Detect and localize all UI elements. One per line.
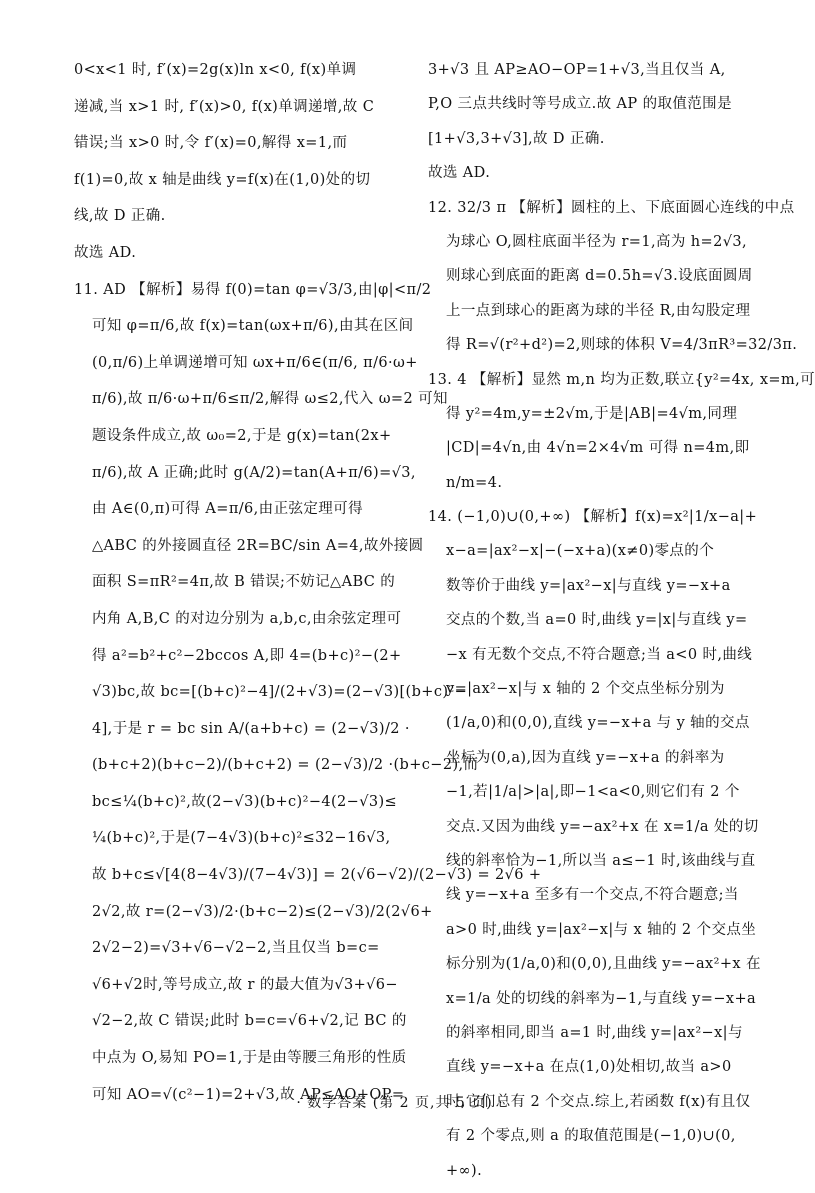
text-line: (b+c+2)(b+c−2)/(b+c+2) = (2−√3)/2 ·(b+c−2),而 (92, 757, 479, 774)
text-line: 11. AD 【解析】易得 f(0)=tan φ=√3/3,由|φ|<π/2 (74, 281, 432, 298)
text-line: 题设条件成立,故 ω₀=2,于是 g(x)=tan(2x+ (92, 427, 392, 444)
text-line: √2−2,故 C 错误;此时 b=c=√6+√2,记 BC 的 (92, 1013, 407, 1030)
text-line: 2√2−2)=√3+√6−√2−2,当且仅当 b=c= (92, 940, 380, 957)
text-line: −1,若|1/a|>|a|,即−1<a<0,则它们有 2 个 (446, 784, 740, 801)
text-line: △ABC 的外接圆直径 2R=BC/sin A=4,故外接圆 (92, 537, 424, 554)
text-line: 中点为 O,易知 PO=1,于是由等腰三角形的性质 (92, 1050, 407, 1067)
text-line: 得 a²=b²+c²−2bccos A,即 4=(b+c)²−(2+ (92, 647, 402, 664)
text-line: π/6),故 A 正确;此时 g(A/2)=tan(A+π/6)=√3, (92, 464, 416, 481)
text-line: y=|ax²−x|与 x 轴的 2 个交点坐标分别为 (446, 681, 725, 698)
text-line: 面积 S=πR²=4π,故 B 错误;不妨记△ABC 的 (92, 574, 396, 591)
text-line: 坐标为(0,a),因为直线 y=−x+a 的斜率为 (446, 749, 725, 766)
text-line: 时,它们总有 2 个交点.综上,若函数 f(x)有且仅 (446, 1093, 751, 1110)
text-line: 可知 φ=π/6,故 f(x)=tan(ωx+π/6),由其在区间 (92, 318, 414, 335)
text-line: x=1/a 处的切线的斜率为−1,与直线 y=−x+a (446, 990, 757, 1007)
text-line: 内角 A,B,C 的对边分别为 a,b,c,由余弦定理可 (92, 610, 402, 627)
right-column (428, 58, 815, 1193)
text-line: 则球心到底面的距离 d=0.5h=√3.设底面圆周 (446, 268, 753, 285)
text-line: 线的斜率恰为−1,所以当 a≤−1 时,该曲线与直 (446, 852, 756, 869)
text-line: 交点的个数,当 a=0 时,曲线 y=|x|与直线 y= (446, 612, 748, 629)
text-line: 14. (−1,0)∪(0,+∞) 【解析】f(x)=x²|1/x−a|+ (428, 509, 758, 526)
text-line: 3+√3 且 AP≥AO−OP=1+√3,当且仅当 A, (428, 62, 726, 78)
text-line: (1/a,0)和(0,0),直线 y=−x+a 与 y 轴的交点 (446, 715, 750, 732)
text-line: 的斜率相同,即当 a=1 时,曲线 y=|ax²−x|与 (446, 1024, 743, 1041)
text-line: 0<x<1 时, f′(x)=2g(x)ln x<0, f(x)单调 (74, 62, 357, 78)
text-line: 故选 AD. (74, 244, 137, 261)
text-line: 故 b+c≤√[4(8−4√3)/(7−4√3)] = 2(√6−√2)/(2−√3) = 2√6 + (92, 867, 542, 884)
text-line: bc≤¼(b+c)²,故(2−√3)(b+c)²−4(2−√3)≤ (92, 793, 398, 810)
text-line: +∞). (446, 1162, 483, 1179)
text-line: √3)bc,故 bc=[(b+c)²−4]/(2+√3)=(2−√3)[(b+c)²− (92, 684, 468, 701)
text-line: x−a=|ax²−x|−(−x+a)(x≠0)零点的个 (446, 543, 715, 560)
text-line: 由 A∈(0,π)可得 A=π/6,由正弦定理可得 (92, 501, 363, 518)
text-line: ¼(b+c)²,于是(7−4√3)(b+c)²≤32−16√3, (92, 830, 391, 847)
text-line: 12. 32/3 π 【解析】圆柱的上、下底面圆心连线的中点 (428, 199, 795, 216)
text-line: 得 R=√(r²+d²)=2,则球的体积 V=4/3πR³=32/3π. (446, 337, 798, 354)
text-line: 有 2 个零点,则 a 的取值范围是(−1,0)∪(0, (446, 1128, 736, 1145)
text-line: 故选 AD. (428, 165, 491, 182)
text-line: −x 有无数个交点,不符合题意;当 a<0 时,曲线 (446, 646, 753, 663)
text-line: π/6),故 π/6·ω+π/6≤π/2,解得 ω≤2,代入 ω=2 可知 (92, 391, 448, 408)
text-line: P,O 三点共线时等号成立.故 AP 的取值范围是 (428, 96, 732, 113)
text-line: a>0 时,曲线 y=|ax²−x|与 x 轴的 2 个交点坐 (446, 921, 757, 938)
text-line: (0,π/6)上单调递增可知 ωx+π/6∈(π/6, π/6·ω+ (92, 354, 418, 371)
text-line: 4],于是 r = bc sin A/(a+b+c) = (2−√3)/2 · (92, 720, 410, 737)
text-line: 交点.又因为曲线 y=−ax²+x 在 x=1/a 处的切 (446, 818, 759, 835)
text-line: f(1)=0,故 x 轴是曲线 y=f(x)在(1,0)处的切 (74, 171, 371, 188)
text-line: 直线 y=−x+a 在点(1,0)处相切,故当 a>0 (446, 1059, 732, 1076)
page-footer: · 数学答案 (第 2 页,共 5 页) · (296, 1095, 504, 1111)
text-line: √6+√2时,等号成立,故 r 的最大值为√3+√6− (92, 976, 398, 993)
text-line: 为球心 O,圆柱底面半径为 r=1,高为 h=2√3, (446, 233, 747, 250)
text-line: 可知 AO=√(c²−1)=2+√3,故 AP≤AO+OP= (92, 1086, 405, 1103)
text-line: 线,故 D 正确. (74, 208, 166, 225)
text-line: [1+√3,3+√3],故 D 正确. (428, 130, 605, 147)
text-line: 标分别为(1/a,0)和(0,0),且曲线 y=−ax²+x 在 (446, 956, 761, 973)
text-line: 得 y²=4m,y=±2√m,于是|AB|=4√m,同理 (446, 405, 738, 422)
text-line: 2√2,故 r=(2−√3)/2·(b+c−2)≤(2−√3)/2(2√6+ (92, 903, 433, 920)
text-line: 13. 4 【解析】显然 m,n 均为正数,联立{y²=4x, x=m,可 (428, 371, 815, 388)
text-line: 错误;当 x>0 时,令 f′(x)=0,解得 x=1,而 (74, 135, 348, 152)
text-line: 上一点到球心的距离为球的半径 R,由勾股定理 (446, 302, 751, 319)
text-line: 数等价于曲线 y=|ax²−x|与直线 y=−x+a (446, 577, 731, 594)
text-line: n/m=4. (446, 474, 503, 491)
text-line: 线 y=−x+a 至多有一个交点,不符合题意;当 (446, 887, 739, 904)
text-line: |CD|=4√n,由 4√n=2×4√m 可得 n=4m,即 (446, 440, 750, 457)
text-line: 递减,当 x>1 时, f′(x)>0, f(x)单调递增,故 C (74, 98, 375, 115)
